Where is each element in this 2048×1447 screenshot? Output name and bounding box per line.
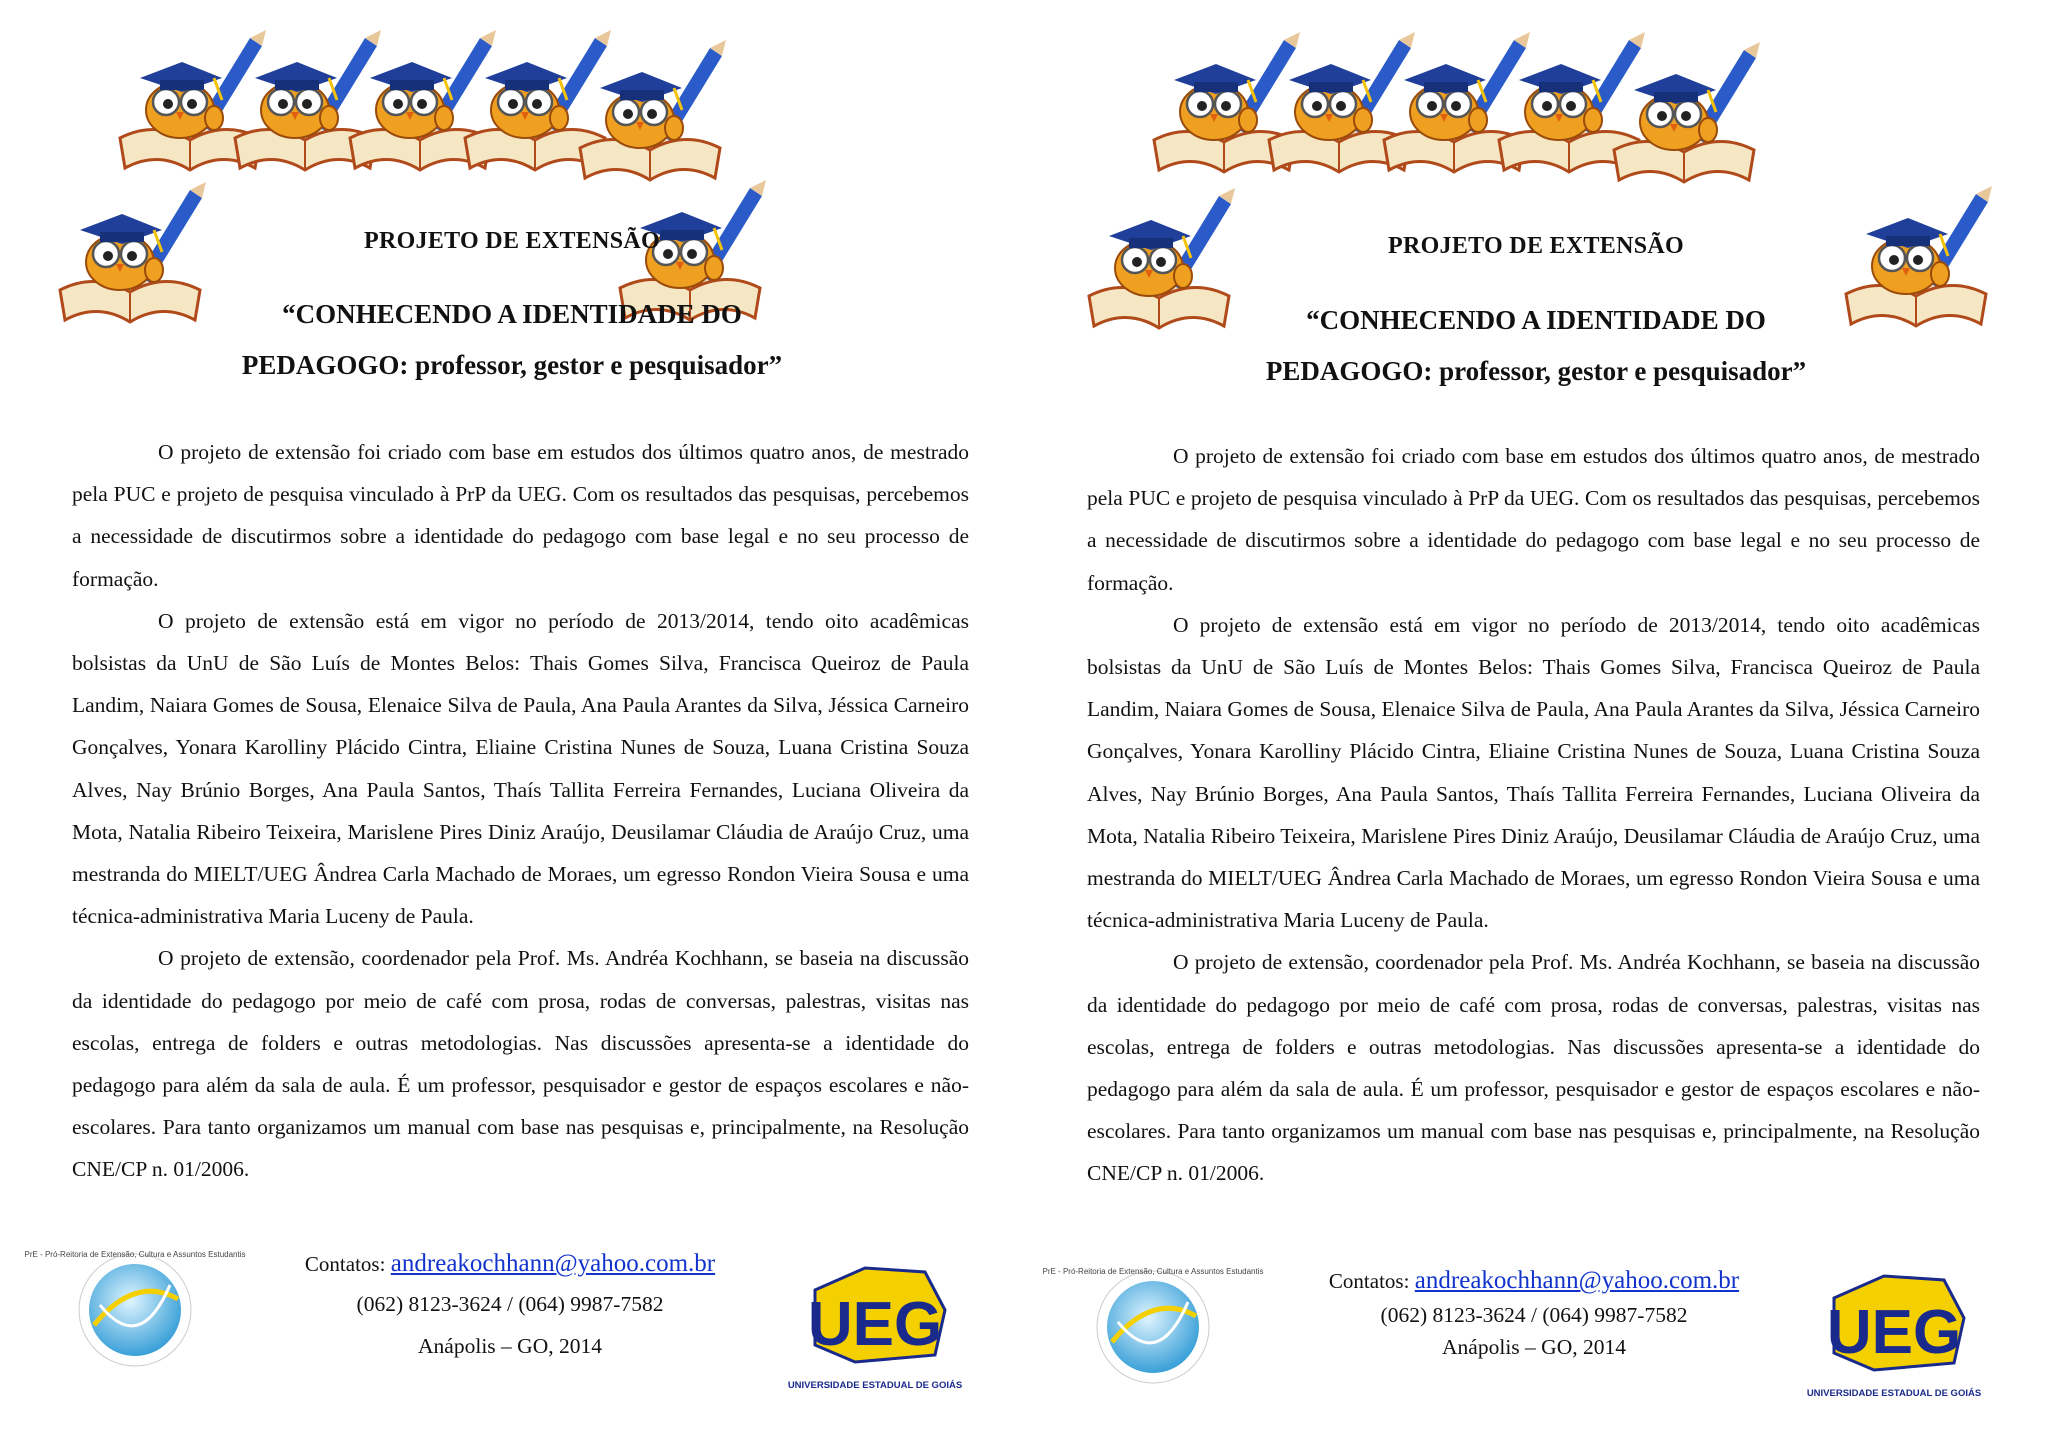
contacts-label: Contatos: bbox=[1328, 1269, 1410, 1293]
ueg-logo-caption: UNIVERSIDADE ESTADUAL DE GOIÁS bbox=[787, 1380, 963, 1391]
email-link[interactable]: andreakochhann@yahoo.com.br bbox=[390, 1250, 716, 1277]
paragraph: O projeto de extensão foi criado com base em estudos dos últimos quatro anos, de mestrado pela PUC e projeto de pesquisa vinculado à PrP da UEG. Com os resultados das pesquisas, percebemos a necessidade de discutirmos sobre a identidade do pedagogo com base legal e no seu processo de formação. bbox=[1087, 444, 1980, 595]
pre-logo bbox=[24, 1245, 246, 1375]
owl-mascot-icon bbox=[1604, 40, 1764, 190]
ueg-logo bbox=[787, 1250, 963, 1400]
pre-logo-text: PrE - Pró-Reitoria de Extensão, Cultura e Assuntos Estudantis bbox=[1042, 1267, 1264, 1276]
project-title-line2: PEDAGOGO: professor, gestor e pesquisador” bbox=[1265, 356, 1807, 386]
pre-logo bbox=[1042, 1262, 1264, 1392]
paragraph: O projeto de extensão, coordenador pela Prof. Ms. Andréa Kochhann, se baseia na discussão da identidade do pedagogo por meio de café com prosa, rodas de conversas, palestras, visitas nas escolas, entrega de folders e outras metodologias. Nas discussões apresenta-se a identidade do pedagogo para além da sala de aula. É um professor, pesquisador e gestor de espaços escolares e não-escolares. Para tanto organizamos um manual com base nas pesquisas e, principalmente, na Resolução CNE/CP n. 01/2006. bbox=[72, 946, 969, 1182]
ueg-logo-caption: UNIVERSIDADE ESTADUAL DE GOIÁS bbox=[1806, 1388, 1982, 1399]
email-link[interactable]: andreakochhann@yahoo.com.br bbox=[1414, 1267, 1740, 1294]
owl-mascot-icon bbox=[570, 38, 730, 188]
ueg-logo-text: UEG bbox=[807, 1290, 943, 1359]
flyer-page-right bbox=[1024, 0, 2048, 1447]
paragraph: O projeto de extensão, coordenador pela Prof. Ms. Andréa Kochhann, se baseia na discussão da identidade do pedagogo por meio de café com prosa, rodas de conversas, palestras, visitas nas escolas, entrega de folders e outras metodologias. Nas discussões apresenta-se a identidade do pedagogo para além da sala de aula. É um professor, pesquisador e gestor de espaços escolares e não-escolares. Para tanto organizamos um manual com base nas pesquisas e, principalmente, na Resolução CNE/CP n. 01/2006. bbox=[1087, 950, 1980, 1186]
body-text bbox=[1087, 435, 1980, 1195]
paragraph: O projeto de extensão está em vigor no período de 2013/2014, tendo oito acadêmicas bolsistas da UnU de São Luís de Montes Belos: Thais Gomes Silva, Francisca Queiroz de Paula Landim, Naiara Gomes de Sousa, Elenaice Silva de Paula, Ana Paula Arantes da Silva, Jéssica Carneiro Gonçalves, Yonara Karolliny Plácido Cintra, Eliaine Cristina Nunes de Souza, Luana Cristina Souza Alves, Nay Brúnio Borges, Ana Paula Santos, Thaís Tallita Ferreira Fernandes, Luciana Oliveira da Mota, Natalia Ribeiro Teixeira, Marislene Pires Diniz Araújo, Deusilamar Cláudia de Araújo Cruz, uma mestranda do MIELT/UEG Ândrea Carla Machado de Moraes, um egresso Rondon Vieira Sousa e uma técnica-administrativa Maria Luceny de Paula. bbox=[72, 608, 969, 929]
ueg-logo bbox=[1806, 1258, 1982, 1408]
contacts-line bbox=[1224, 1265, 1844, 1297]
place-year: Anápolis – GO, 2014 bbox=[418, 1334, 602, 1358]
contacts-line bbox=[200, 1248, 820, 1280]
project-heading: PROJETO DE EXTENSÃO bbox=[364, 228, 660, 254]
body-text bbox=[72, 431, 969, 1191]
project-title-line2: PEDAGOGO: professor, gestor e pesquisador” bbox=[241, 350, 783, 380]
pre-logo-text: PrE - Pró-Reitoria de Extensão, Cultura e Assuntos Estudantis bbox=[24, 1250, 246, 1259]
contacts-block bbox=[1224, 1265, 1844, 1363]
ueg-logo-text: UEG bbox=[1826, 1298, 1962, 1367]
paragraph: O projeto de extensão foi criado com base em estudos dos últimos quatro anos, de mestrado pela PUC e projeto de pesquisa vinculado à PrP da UEG. Com os resultados das pesquisas, percebemos a necessidade de discutirmos sobre a identidade do pedagogo com base legal e no seu processo de formação. bbox=[72, 440, 969, 591]
paragraph: O projeto de extensão está em vigor no período de 2013/2014, tendo oito acadêmicas bolsistas da UnU de São Luís de Montes Belos: Thais Gomes Silva, Francisca Queiroz de Paula Landim, Naiara Gomes de Sousa, Elenaice Silva de Paula, Ana Paula Arantes da Silva, Jéssica Carneiro Gonçalves, Yonara Karolliny Plácido Cintra, Eliaine Cristina Nunes de Souza, Luana Cristina Souza Alves, Nay Brúnio Borges, Ana Paula Santos, Thaís Tallita Ferreira Fernandes, Luciana Oliveira da Mota, Natalia Ribeiro Teixeira, Marislene Pires Diniz Araújo, Deusilamar Cláudia de Araújo Cruz, uma mestranda do MIELT/UEG Ândrea Carla Machado de Moraes, um egresso Rondon Vieira Sousa e uma técnica-administrativa Maria Luceny de Paula. bbox=[1087, 612, 1980, 933]
project-title-line1: “CONHECENDO A IDENTIDADE DO bbox=[282, 299, 742, 329]
project-title-line1: “CONHECENDO A IDENTIDADE DO bbox=[1306, 305, 1766, 335]
contacts-label: Contatos: bbox=[304, 1252, 386, 1276]
project-heading: PROJETO DE EXTENSÃO bbox=[1388, 233, 1684, 259]
contacts-block bbox=[200, 1248, 820, 1362]
phone-numbers: (062) 8123-3624 / (064) 9987-7582 bbox=[1380, 1303, 1688, 1327]
place-year: Anápolis – GO, 2014 bbox=[1442, 1335, 1626, 1359]
phone-numbers: (062) 8123-3624 / (064) 9987-7582 bbox=[356, 1292, 664, 1316]
